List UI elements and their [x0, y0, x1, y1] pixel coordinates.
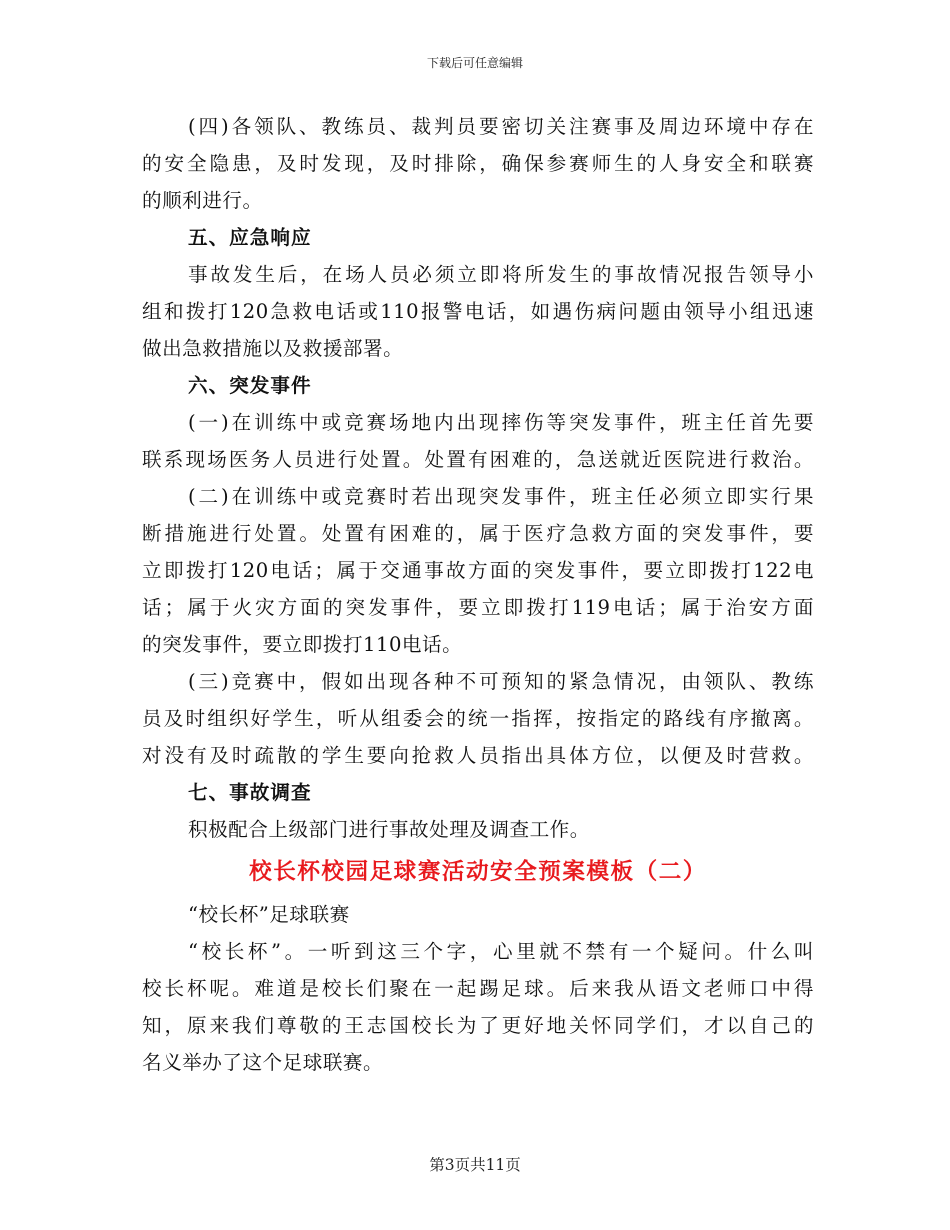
- paragraph-line: 的顺利进行。: [142, 189, 263, 212]
- paragraph-line: 员及时组织好学生，听从组委会的统一指挥，按指定的路线有序撤离。: [142, 707, 814, 730]
- paragraph-line: 对没有及时疏散的学生要向抢救人员指出具体方位，以便及时营救。: [142, 744, 814, 767]
- paragraph-line: 话；属于火灾方面的突发事件，要立即拨打119电话；属于治安方面: [142, 596, 814, 619]
- section-heading: 七、事故调查: [188, 781, 312, 804]
- paragraph-line: (三)竞赛中，假如出现各种不可预知的紧急情况，由领队、教练: [188, 670, 814, 693]
- paragraph-line: 知，原来我们尊敬的王志国校长为了更好地关怀同学们，才以自己的: [142, 1014, 814, 1037]
- paragraph-line: (一)在训练中或竞赛场地内出现摔伤等突发事件，班主任首先要: [188, 411, 814, 434]
- document-title: 校长杯校园足球赛活动安全预案模板（二）: [249, 859, 707, 885]
- paragraph-line: 的安全隐患，及时发现，及时排除，确保参赛师生的人身安全和联赛: [142, 152, 814, 175]
- paragraph-line: 立即拨打120电话；属于交通事故方面的突发事件，要立即拨打122电: [142, 559, 814, 582]
- page-footer: 第3页共11页: [429, 1156, 521, 1174]
- subtitle-line: “校长杯”足球联赛: [188, 903, 350, 926]
- paragraph-line: 做出急救措施以及救援部署。: [142, 337, 404, 360]
- paragraph-line: 联系现场医务人员进行处置。处置有困难的，急送就近医院进行救治。: [142, 448, 814, 471]
- paragraph-line: 事故发生后，在场人员必须立即将所发生的事故情况报告领导小: [188, 263, 814, 286]
- section-heading: 六、突发事件: [188, 374, 312, 397]
- paragraph-line: 积极配合上级部门进行事故处理及调查工作。: [188, 818, 590, 841]
- paragraph-line: 的突发事件，要立即拨打110电话。: [142, 633, 463, 656]
- paragraph-line: 组和拨打120急救电话或110报警电话，如遇伤病问题由领导小组迅速: [142, 300, 814, 323]
- paragraph-line: (四)各领队、教练员、裁判员要密切关注赛事及周边环境中存在: [188, 115, 814, 138]
- paragraph-line: “校长杯”。一听到这三个字，心里就不禁有一个疑问。什么叫: [188, 940, 814, 963]
- paragraph-line: 名义举办了这个足球联赛。: [142, 1051, 384, 1074]
- paragraph-line: 断措施进行处置。处置有困难的，属于医疗急救方面的突发事件，要: [142, 522, 814, 545]
- document-body: [142, 108, 814, 1081]
- paragraph-line: 校长杯呢。难道是校长们聚在一起踢足球。后来我从语文老师口中得: [142, 977, 814, 1000]
- paragraph-line: (二)在训练中或竞赛时若出现突发事件，班主任必须立即实行果: [188, 485, 814, 508]
- page-header: 下载后可任意编辑: [426, 56, 523, 70]
- section-heading: 五、应急响应: [188, 226, 312, 249]
